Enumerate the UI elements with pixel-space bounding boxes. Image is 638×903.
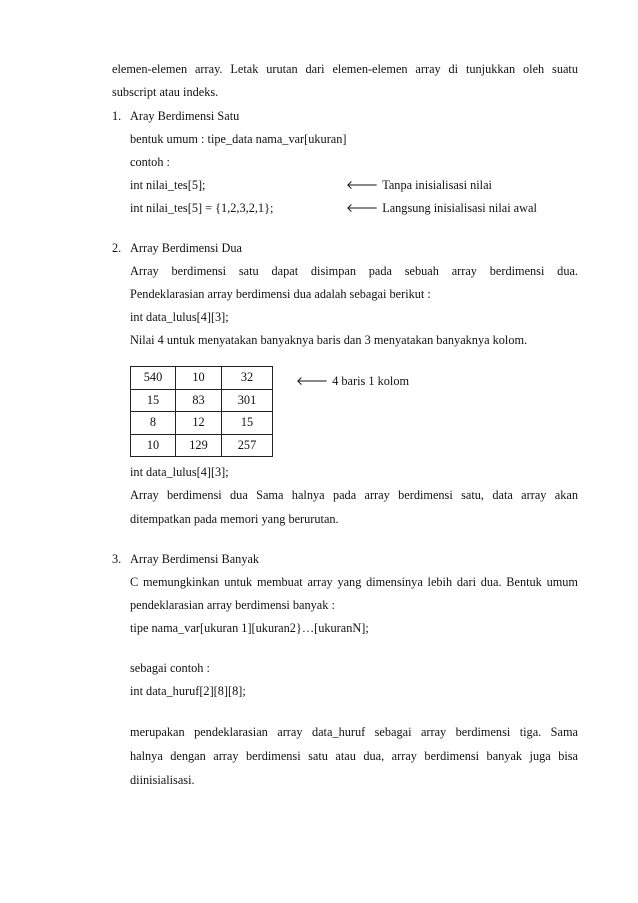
section-3-example-label: sebagai contoh : [130, 661, 210, 675]
intro-line-1: elemen-elemen array. Letak urutan dari elemen-elemen array di tunjukkan oleh suatu [112, 62, 578, 76]
table-cell: 301 [222, 389, 273, 412]
section-2-desc-line-2: Pendeklarasian array berdimensi dua adalah sebagai berikut : [130, 287, 431, 301]
section-2-closing-line-2: ditempatkan pada memori yang berurutan. [130, 512, 339, 526]
section-1-code-2: int nilai_tes[5] = {1,2,3,2,1}; [130, 201, 274, 215]
table-cell: 8 [131, 412, 176, 435]
table-cell: 129 [176, 434, 222, 457]
section-1-code-1: int nilai_tes[5]; [130, 178, 206, 192]
section-3-desc-line-1: C memungkinkan untuk membuat array yang dimensinya lebih dari dua. Bentuk umum [130, 575, 578, 589]
left-arrow-icon: 🡐 [346, 178, 379, 192]
table-cell: 540 [131, 367, 176, 390]
section-2-closing-line-1: Array berdimensi dua Sama halnya pada array berdimensi satu, data array akan [130, 488, 578, 502]
section-3-syntax: tipe nama_var[ukuran 1][ukuran2}…[ukuranN]; [130, 621, 369, 635]
section-2-desc-line-1: Array berdimensi satu dapat disimpan pada sebuah array berdimensi dua. [130, 264, 578, 278]
section-1-title: Aray Berdimensi Satu [130, 109, 240, 123]
table-cell: 10 [176, 367, 222, 390]
section-1-comment-1 [346, 177, 492, 193]
section-3-closing-line-3: diinisialisasi. [130, 773, 195, 787]
section-3-number: 3. [112, 552, 122, 566]
section-3-desc-line-2: pendeklarasian array berdimensi banyak : [130, 598, 335, 612]
table-row [131, 389, 273, 412]
section-1-form: bentuk umum : tipe_data nama_var[ukuran] [130, 132, 347, 146]
data-table [130, 366, 273, 457]
section-3-closing-line-2: halnya dengan array berdimensi satu atau dua, array berdimensi banyak juga bisa [130, 749, 578, 763]
section-2-number: 2. [112, 241, 122, 255]
section-2-code: int data_lulus[4][3]; [130, 310, 229, 324]
table-cell: 15 [222, 412, 273, 435]
section-2-code-repeat: int data_lulus[4][3]; [130, 465, 229, 479]
section-3-title: Array Berdimensi Banyak [130, 552, 260, 566]
section-3-closing-line-1: merupakan pendeklarasian array data_huruf sebagai array berdimensi tiga. Sama [130, 725, 578, 739]
section-2-value-note: Nilai 4 untuk menyatakan banyaknya baris dan 3 menyatakan banyaknya kolom. [130, 333, 528, 347]
section-1-comment-2 [346, 200, 537, 216]
table-row [131, 412, 273, 435]
table-cell: 83 [176, 389, 222, 412]
table-cell: 257 [222, 434, 273, 457]
intro-line-2: subscript atau indeks. [112, 85, 219, 99]
section-2-title: Array Berdimensi Dua [130, 241, 243, 255]
table-cell: 10 [131, 434, 176, 457]
comment-text: 4 baris 1 kolom [332, 374, 410, 388]
table-cell: 12 [176, 412, 222, 435]
table-comment [296, 373, 409, 389]
comment-text: Tanpa inisialisasi nilai [382, 178, 492, 192]
table-cell: 32 [222, 367, 273, 390]
section-3-code: int data_huruf[2][8][8]; [130, 684, 246, 698]
comment-text: Langsung inisialisasi nilai awal [382, 201, 537, 215]
section-1-example-label: contoh : [130, 155, 170, 169]
left-arrow-icon: 🡐 [346, 201, 379, 215]
table-row [131, 434, 273, 457]
section-1-number: 1. [112, 109, 122, 123]
left-arrow-icon: 🡐 [296, 374, 329, 388]
table-cell: 15 [131, 389, 176, 412]
table-row [131, 367, 273, 390]
